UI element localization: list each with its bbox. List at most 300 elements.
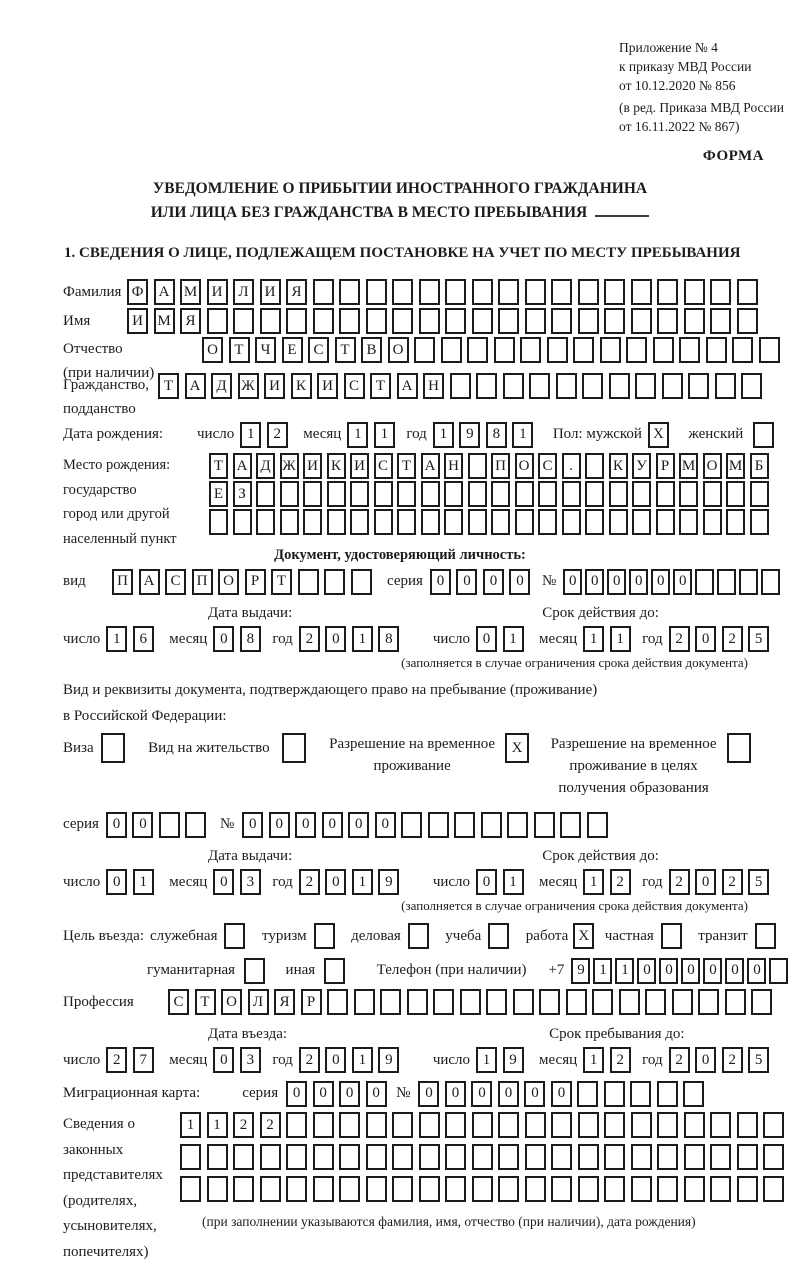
char-cell[interactable]: [560, 812, 581, 838]
female-checkbox[interactable]: [753, 422, 780, 448]
char-cell[interactable]: А: [139, 569, 160, 595]
migcard-number-cells[interactable]: [418, 1081, 710, 1107]
birth-day-cells[interactable]: [240, 422, 293, 448]
char-cell[interactable]: [604, 1081, 625, 1107]
char-cell[interactable]: 0: [242, 812, 263, 838]
char-cell[interactable]: [750, 481, 769, 507]
char-cell[interactable]: [481, 812, 502, 838]
purpose-work-checkbox[interactable]: [573, 923, 600, 949]
char-cell[interactable]: [374, 509, 393, 535]
char-cell[interactable]: [763, 1112, 784, 1138]
char-cell[interactable]: Р: [656, 453, 675, 479]
char-cell[interactable]: [619, 989, 640, 1015]
representatives-row3-cells[interactable]: [180, 1176, 790, 1202]
doc-issue-year-cells[interactable]: [299, 626, 405, 652]
char-cell[interactable]: [727, 733, 751, 763]
char-cell[interactable]: 0: [132, 812, 153, 838]
char-cell[interactable]: Т: [195, 989, 216, 1015]
char-cell[interactable]: 9: [571, 958, 590, 984]
entry-year-cells[interactable]: [299, 1047, 405, 1073]
char-cell[interactable]: 0: [213, 869, 234, 895]
char-cell[interactable]: [397, 481, 416, 507]
char-cell[interactable]: 0: [681, 958, 700, 984]
char-cell[interactable]: [755, 923, 776, 949]
char-cell[interactable]: [761, 569, 780, 595]
char-cell[interactable]: 1: [615, 958, 634, 984]
char-cell[interactable]: [604, 1112, 625, 1138]
char-cell[interactable]: 0: [483, 569, 504, 595]
char-cell[interactable]: 9: [459, 422, 480, 448]
entry-month-cells[interactable]: [213, 1047, 266, 1073]
char-cell[interactable]: [763, 1144, 784, 1170]
char-cell[interactable]: [256, 481, 275, 507]
char-cell[interactable]: П: [192, 569, 213, 595]
char-cell[interactable]: 0: [313, 1081, 334, 1107]
char-cell[interactable]: [515, 481, 534, 507]
char-cell[interactable]: [725, 989, 746, 1015]
char-cell[interactable]: [324, 958, 345, 984]
char-cell[interactable]: [695, 569, 714, 595]
char-cell[interactable]: 1: [503, 869, 524, 895]
char-cell[interactable]: [350, 509, 369, 535]
profession-cells[interactable]: [168, 989, 778, 1015]
char-cell[interactable]: 0: [456, 569, 477, 595]
char-cell[interactable]: 1: [610, 626, 631, 652]
char-cell[interactable]: [566, 989, 587, 1015]
char-cell[interactable]: 2: [610, 869, 631, 895]
purpose-transit-checkbox[interactable]: [755, 923, 782, 949]
char-cell[interactable]: 1: [503, 626, 524, 652]
char-cell[interactable]: 9: [378, 869, 399, 895]
char-cell[interactable]: [631, 1176, 652, 1202]
char-cell[interactable]: [260, 1176, 281, 1202]
char-cell[interactable]: [562, 509, 581, 535]
stay-until-year-cells[interactable]: [669, 1047, 775, 1073]
char-cell[interactable]: О: [515, 453, 534, 479]
doc-valid-day-cells[interactable]: [476, 626, 529, 652]
char-cell[interactable]: [282, 733, 306, 763]
char-cell[interactable]: Н: [444, 453, 463, 479]
char-cell[interactable]: [460, 989, 481, 1015]
char-cell[interactable]: [585, 453, 604, 479]
doc-issue-month-cells[interactable]: [213, 626, 266, 652]
char-cell[interactable]: 5: [748, 1047, 769, 1073]
char-cell[interactable]: [577, 1081, 598, 1107]
char-cell[interactable]: [737, 1176, 758, 1202]
char-cell[interactable]: [468, 453, 487, 479]
char-cell[interactable]: 1: [347, 422, 368, 448]
char-cell[interactable]: 0: [213, 1047, 234, 1073]
char-cell[interactable]: 1: [352, 1047, 373, 1073]
char-cell[interactable]: 0: [471, 1081, 492, 1107]
char-cell[interactable]: 8: [486, 422, 507, 448]
char-cell[interactable]: 2: [299, 1047, 320, 1073]
char-cell[interactable]: [397, 509, 416, 535]
char-cell[interactable]: 0: [607, 569, 626, 595]
char-cell[interactable]: [684, 1112, 705, 1138]
char-cell[interactable]: 0: [418, 1081, 439, 1107]
char-cell[interactable]: [445, 1112, 466, 1138]
birthplace-row3-cells[interactable]: [209, 509, 773, 535]
char-cell[interactable]: [207, 1144, 228, 1170]
char-cell[interactable]: [392, 1112, 413, 1138]
char-cell[interactable]: Т: [209, 453, 228, 479]
char-cell[interactable]: 0: [339, 1081, 360, 1107]
char-cell[interactable]: 0: [659, 958, 678, 984]
char-cell[interactable]: [444, 481, 463, 507]
char-cell[interactable]: Т: [397, 453, 416, 479]
char-cell[interactable]: [468, 509, 487, 535]
char-cell[interactable]: 0: [695, 869, 716, 895]
char-cell[interactable]: [631, 1112, 652, 1138]
char-cell[interactable]: [538, 509, 557, 535]
birth-month-cells[interactable]: [347, 422, 400, 448]
birthplace-row1-cells[interactable]: [209, 453, 773, 479]
char-cell[interactable]: Р: [245, 569, 266, 595]
char-cell[interactable]: [534, 812, 555, 838]
char-cell[interactable]: [224, 923, 245, 949]
char-cell[interactable]: [498, 1176, 519, 1202]
char-cell[interactable]: 2: [722, 869, 743, 895]
visa-checkbox[interactable]: [101, 733, 131, 763]
char-cell[interactable]: [444, 509, 463, 535]
char-cell[interactable]: М: [726, 453, 745, 479]
char-cell[interactable]: [587, 812, 608, 838]
char-cell[interactable]: О: [221, 989, 242, 1015]
char-cell[interactable]: [354, 989, 375, 1015]
char-cell[interactable]: [717, 569, 736, 595]
char-cell[interactable]: 2: [610, 1047, 631, 1073]
purpose-study-checkbox[interactable]: [488, 923, 515, 949]
char-cell[interactable]: [286, 1176, 307, 1202]
char-cell[interactable]: [507, 812, 528, 838]
char-cell[interactable]: [419, 1176, 440, 1202]
char-cell[interactable]: 3: [240, 1047, 261, 1073]
char-cell[interactable]: А: [421, 453, 440, 479]
char-cell[interactable]: 1: [512, 422, 533, 448]
char-cell[interactable]: [408, 923, 429, 949]
char-cell[interactable]: [366, 1176, 387, 1202]
char-cell[interactable]: [313, 1112, 334, 1138]
char-cell[interactable]: 1: [352, 869, 373, 895]
char-cell[interactable]: [525, 1176, 546, 1202]
permit-issue-year-cells[interactable]: [299, 869, 405, 895]
char-cell[interactable]: 2: [299, 869, 320, 895]
char-cell[interactable]: Б: [750, 453, 769, 479]
char-cell[interactable]: [491, 481, 510, 507]
char-cell[interactable]: [454, 812, 475, 838]
char-cell[interactable]: 2: [260, 1112, 281, 1138]
temp-residence-checkbox[interactable]: [505, 733, 535, 763]
char-cell[interactable]: А: [233, 453, 252, 479]
char-cell[interactable]: [392, 1176, 413, 1202]
temp-residence-edu-checkbox[interactable]: [727, 733, 757, 763]
char-cell[interactable]: С: [374, 453, 393, 479]
char-cell[interactable]: Е: [209, 481, 228, 507]
char-cell[interactable]: [286, 1144, 307, 1170]
char-cell[interactable]: [256, 509, 275, 535]
char-cell[interactable]: [609, 509, 628, 535]
char-cell[interactable]: [551, 1112, 572, 1138]
char-cell[interactable]: [710, 1176, 731, 1202]
purpose-private-checkbox[interactable]: [661, 923, 688, 949]
char-cell[interactable]: [280, 509, 299, 535]
purpose-tourism-checkbox[interactable]: [314, 923, 341, 949]
char-cell[interactable]: 0: [348, 812, 369, 838]
char-cell[interactable]: [672, 989, 693, 1015]
char-cell[interactable]: [578, 1144, 599, 1170]
char-cell[interactable]: [428, 812, 449, 838]
char-cell[interactable]: О: [703, 453, 722, 479]
char-cell[interactable]: 0: [106, 812, 127, 838]
char-cell[interactable]: 0: [695, 1047, 716, 1073]
char-cell[interactable]: 0: [106, 869, 127, 895]
char-cell[interactable]: 1: [180, 1112, 201, 1138]
char-cell[interactable]: 2: [669, 869, 690, 895]
representatives-row2-cells[interactable]: [180, 1144, 790, 1170]
char-cell[interactable]: [421, 509, 440, 535]
stay-until-month-cells[interactable]: [583, 1047, 636, 1073]
char-cell[interactable]: [539, 989, 560, 1015]
purpose-humanitarian-checkbox[interactable]: [244, 958, 271, 984]
char-cell[interactable]: 2: [233, 1112, 254, 1138]
char-cell[interactable]: [698, 989, 719, 1015]
char-cell[interactable]: 2: [669, 1047, 690, 1073]
char-cell[interactable]: [592, 989, 613, 1015]
char-cell[interactable]: [726, 481, 745, 507]
char-cell[interactable]: 0: [703, 958, 722, 984]
char-cell[interactable]: [366, 1112, 387, 1138]
char-cell[interactable]: 8: [240, 626, 261, 652]
permit-valid-month-cells[interactable]: [583, 869, 636, 895]
char-cell[interactable]: И: [350, 453, 369, 479]
char-cell[interactable]: X: [505, 733, 529, 763]
char-cell[interactable]: 0: [673, 569, 692, 595]
char-cell[interactable]: 9: [503, 1047, 524, 1073]
birth-year-cells[interactable]: [433, 422, 539, 448]
char-cell[interactable]: 0: [375, 812, 396, 838]
char-cell[interactable]: [339, 1112, 360, 1138]
char-cell[interactable]: 1: [106, 626, 127, 652]
char-cell[interactable]: [683, 1081, 704, 1107]
char-cell[interactable]: 1: [133, 869, 154, 895]
char-cell[interactable]: [407, 989, 428, 1015]
char-cell[interactable]: С: [538, 453, 557, 479]
char-cell[interactable]: [339, 1176, 360, 1202]
char-cell[interactable]: 0: [524, 1081, 545, 1107]
doc-valid-year-cells[interactable]: [669, 626, 775, 652]
char-cell[interactable]: [645, 989, 666, 1015]
char-cell[interactable]: [445, 1144, 466, 1170]
char-cell[interactable]: 0: [325, 1047, 346, 1073]
char-cell[interactable]: 1: [374, 422, 395, 448]
char-cell[interactable]: [350, 481, 369, 507]
char-cell[interactable]: 7: [133, 1047, 154, 1073]
char-cell[interactable]: [630, 1081, 651, 1107]
char-cell[interactable]: Л: [248, 989, 269, 1015]
char-cell[interactable]: 0: [476, 869, 497, 895]
char-cell[interactable]: [632, 509, 651, 535]
char-cell[interactable]: [578, 1176, 599, 1202]
char-cell[interactable]: [525, 1112, 546, 1138]
char-cell[interactable]: 1: [433, 422, 454, 448]
char-cell[interactable]: [498, 1144, 519, 1170]
purpose-other-checkbox[interactable]: [324, 958, 351, 984]
char-cell[interactable]: 2: [299, 626, 320, 652]
doc-number-cells[interactable]: [563, 569, 783, 595]
char-cell[interactable]: Р: [301, 989, 322, 1015]
char-cell[interactable]: 0: [430, 569, 451, 595]
char-cell[interactable]: [710, 1144, 731, 1170]
char-cell[interactable]: 2: [267, 422, 288, 448]
char-cell[interactable]: [380, 989, 401, 1015]
char-cell[interactable]: [578, 1112, 599, 1138]
char-cell[interactable]: [260, 1144, 281, 1170]
char-cell[interactable]: [445, 1176, 466, 1202]
char-cell[interactable]: [737, 1112, 758, 1138]
char-cell[interactable]: [401, 812, 422, 838]
char-cell[interactable]: 0: [747, 958, 766, 984]
char-cell[interactable]: 0: [286, 1081, 307, 1107]
char-cell[interactable]: [679, 481, 698, 507]
permit-number-cells[interactable]: [242, 812, 613, 838]
char-cell[interactable]: [656, 509, 675, 535]
char-cell[interactable]: [392, 1144, 413, 1170]
char-cell[interactable]: [298, 569, 319, 595]
char-cell[interactable]: [374, 481, 393, 507]
char-cell[interactable]: [631, 1144, 652, 1170]
char-cell[interactable]: [684, 1176, 705, 1202]
char-cell[interactable]: 0: [325, 869, 346, 895]
char-cell[interactable]: [491, 509, 510, 535]
char-cell[interactable]: 0: [366, 1081, 387, 1107]
char-cell[interactable]: 0: [651, 569, 670, 595]
char-cell[interactable]: [679, 509, 698, 535]
char-cell[interactable]: [419, 1144, 440, 1170]
permit-valid-day-cells[interactable]: [476, 869, 529, 895]
char-cell[interactable]: 1: [352, 626, 373, 652]
char-cell[interactable]: [180, 1176, 201, 1202]
char-cell[interactable]: 1: [593, 958, 612, 984]
char-cell[interactable]: [763, 1176, 784, 1202]
char-cell[interactable]: [280, 481, 299, 507]
char-cell[interactable]: К: [609, 453, 628, 479]
char-cell[interactable]: [753, 422, 774, 448]
representatives-row1-cells[interactable]: [180, 1112, 790, 1138]
char-cell[interactable]: 1: [240, 422, 261, 448]
char-cell[interactable]: [657, 1144, 678, 1170]
char-cell[interactable]: 0: [269, 812, 290, 838]
char-cell[interactable]: З: [233, 481, 252, 507]
phone-cells[interactable]: [571, 958, 791, 984]
char-cell[interactable]: 0: [295, 812, 316, 838]
char-cell[interactable]: [286, 1112, 307, 1138]
char-cell[interactable]: 5: [748, 869, 769, 895]
char-cell[interactable]: 3: [240, 869, 261, 895]
char-cell[interactable]: [525, 1144, 546, 1170]
char-cell[interactable]: 1: [583, 626, 604, 652]
char-cell[interactable]: [562, 481, 581, 507]
char-cell[interactable]: [684, 1144, 705, 1170]
char-cell[interactable]: [604, 1144, 625, 1170]
char-cell[interactable]: Я: [274, 989, 295, 1015]
char-cell[interactable]: [209, 509, 228, 535]
char-cell[interactable]: [472, 1112, 493, 1138]
char-cell[interactable]: X: [573, 923, 594, 949]
residence-permit-checkbox[interactable]: [282, 733, 312, 763]
char-cell[interactable]: [769, 958, 788, 984]
char-cell[interactable]: [656, 481, 675, 507]
char-cell[interactable]: [551, 1144, 572, 1170]
char-cell[interactable]: К: [327, 453, 346, 479]
char-cell[interactable]: [185, 812, 206, 838]
char-cell[interactable]: 0: [695, 626, 716, 652]
char-cell[interactable]: [327, 481, 346, 507]
char-cell[interactable]: [657, 1176, 678, 1202]
char-cell[interactable]: [513, 989, 534, 1015]
purpose-official-checkbox[interactable]: [224, 923, 251, 949]
char-cell[interactable]: [233, 1176, 254, 1202]
char-cell[interactable]: X: [648, 422, 669, 448]
char-cell[interactable]: [703, 509, 722, 535]
char-cell[interactable]: [488, 923, 509, 949]
char-cell[interactable]: 2: [106, 1047, 127, 1073]
char-cell[interactable]: [433, 989, 454, 1015]
char-cell[interactable]: 0: [725, 958, 744, 984]
char-cell[interactable]: 2: [722, 1047, 743, 1073]
char-cell[interactable]: 0: [637, 958, 656, 984]
char-cell[interactable]: 0: [213, 626, 234, 652]
char-cell[interactable]: [327, 509, 346, 535]
char-cell[interactable]: [538, 481, 557, 507]
char-cell[interactable]: [339, 1144, 360, 1170]
char-cell[interactable]: [244, 958, 265, 984]
char-cell[interactable]: 0: [563, 569, 582, 595]
char-cell[interactable]: 0: [445, 1081, 466, 1107]
char-cell[interactable]: 8: [378, 626, 399, 652]
char-cell[interactable]: И: [303, 453, 322, 479]
char-cell[interactable]: [661, 923, 682, 949]
birthplace-row2-cells[interactable]: [209, 481, 773, 507]
char-cell[interactable]: [327, 989, 348, 1015]
char-cell[interactable]: [366, 1144, 387, 1170]
male-checkbox[interactable]: [648, 422, 675, 448]
stay-until-day-cells[interactable]: [476, 1047, 529, 1073]
entry-day-cells[interactable]: [106, 1047, 159, 1073]
char-cell[interactable]: 0: [585, 569, 604, 595]
char-cell[interactable]: Т: [271, 569, 292, 595]
permit-issue-day-cells[interactable]: [106, 869, 159, 895]
char-cell[interactable]: [421, 481, 440, 507]
char-cell[interactable]: [551, 1176, 572, 1202]
char-cell[interactable]: С: [165, 569, 186, 595]
char-cell[interactable]: [585, 509, 604, 535]
char-cell[interactable]: [314, 923, 335, 949]
char-cell[interactable]: 0: [551, 1081, 572, 1107]
char-cell[interactable]: [609, 481, 628, 507]
char-cell[interactable]: 0: [476, 626, 497, 652]
char-cell[interactable]: [207, 1176, 228, 1202]
char-cell[interactable]: 1: [583, 869, 604, 895]
char-cell[interactable]: [710, 1112, 731, 1138]
char-cell[interactable]: [498, 1112, 519, 1138]
permit-series-cells[interactable]: [106, 812, 212, 838]
char-cell[interactable]: 1: [583, 1047, 604, 1073]
doc-kind-cells[interactable]: [112, 569, 377, 595]
char-cell[interactable]: 5: [748, 626, 769, 652]
char-cell[interactable]: П: [491, 453, 510, 479]
char-cell[interactable]: 0: [322, 812, 343, 838]
